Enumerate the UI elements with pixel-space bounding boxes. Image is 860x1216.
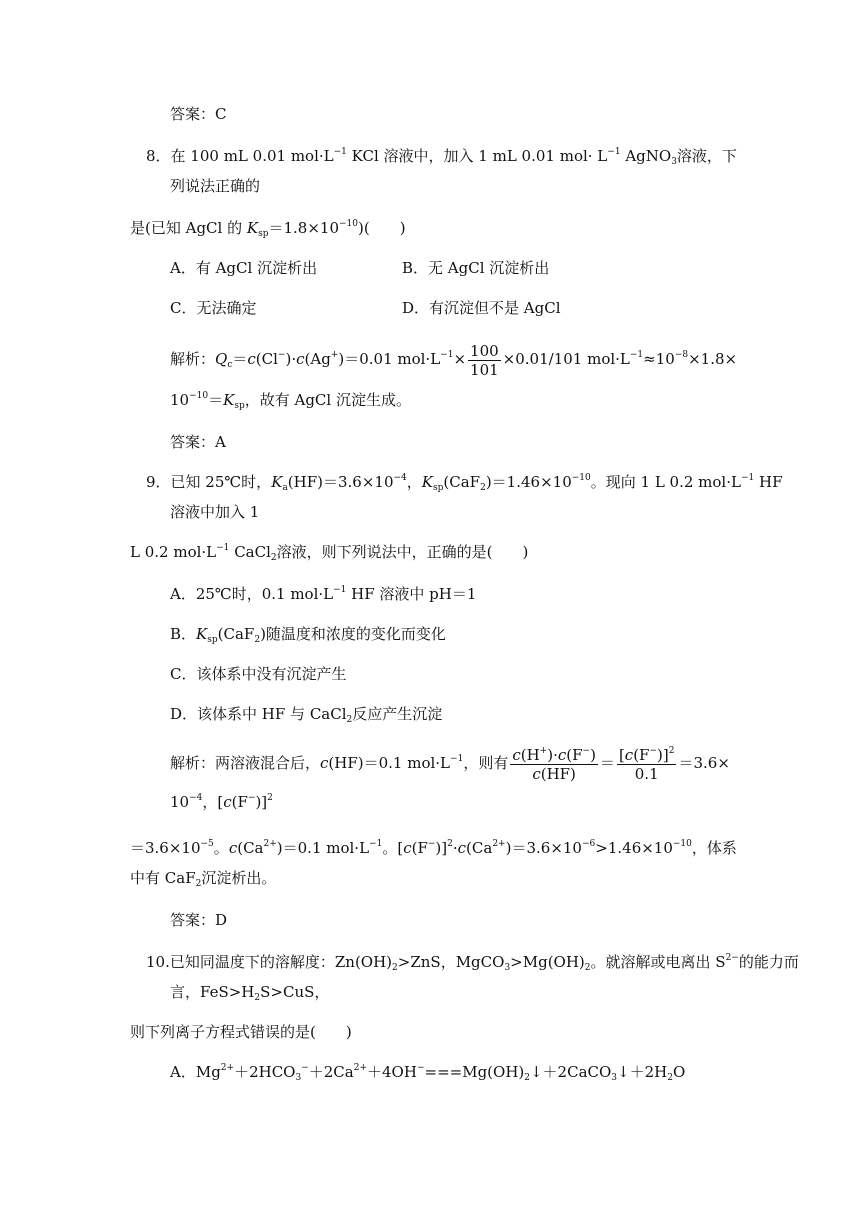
q9-analysis-line1: [170, 740, 730, 786]
sup: 2: [267, 793, 273, 803]
text: ===Mg(OH): [424, 1063, 525, 1081]
sub: 3: [295, 1073, 302, 1083]
text: K: [223, 391, 235, 409]
text: ，则有: [463, 754, 509, 772]
sub: 2: [254, 635, 261, 645]
q9-answer: [170, 910, 227, 930]
text: )( ): [358, 219, 406, 237]
q10-option-a: [170, 1062, 685, 1082]
text: 言，FeS>H: [170, 983, 255, 1001]
text: c: [512, 745, 521, 764]
text: 反应产生沉淀: [352, 705, 443, 723]
q9-option-a: [170, 584, 476, 604]
sup: −8: [674, 350, 689, 360]
sup: 2: [447, 839, 453, 849]
text: c: [532, 764, 541, 783]
text: A．25℃时，0.1 mol·L: [170, 585, 334, 603]
q9-stem-line3: [130, 542, 528, 562]
q8-option-c: [170, 298, 256, 318]
q9-option-c: [170, 664, 346, 684]
text: >Mg(OH): [510, 953, 585, 971]
text: 10.已知同温度下的溶解度：Zn(OH): [146, 953, 393, 971]
text: ↓＋2CaCO: [529, 1063, 612, 1081]
text: ＋4OH: [367, 1063, 417, 1081]
text: ＝3.6×10: [130, 839, 201, 857]
q10-stem-line1: [146, 952, 799, 972]
sup: −4: [393, 473, 407, 483]
sup: 2+: [353, 1063, 368, 1073]
text: [: [618, 745, 625, 764]
text: K: [246, 219, 259, 237]
text: A．Mg: [170, 1063, 221, 1081]
sub: 2: [392, 963, 398, 973]
text: )]: [657, 745, 669, 764]
text: Q: [215, 350, 228, 368]
text: ↓＋2H: [617, 1063, 668, 1081]
text: 沉淀析出。: [201, 869, 277, 887]
q9-stem-line2: [170, 502, 259, 522]
text: (CaF: [443, 473, 481, 491]
text: ，故有 AgCl 沉淀生成。: [244, 391, 411, 409]
sup: −: [416, 1063, 425, 1073]
fraction-f-squared: [617, 746, 677, 783]
text: )＝1.46×10: [485, 473, 572, 491]
sup: −: [427, 839, 436, 849]
sup: −1: [440, 350, 454, 360]
sup: −1: [216, 543, 230, 553]
text: )＝3.6×10: [505, 839, 582, 857]
sub: 2: [270, 553, 277, 563]
text: C．该体系中没有沉淀产生: [170, 665, 347, 683]
text: HF 溶液中 pH＝1: [346, 585, 477, 603]
text: 10: [170, 391, 190, 409]
sub: c: [227, 360, 233, 370]
q8-stem-line3: [130, 218, 406, 238]
sup: −1: [607, 147, 621, 157]
sub: 2: [667, 1073, 673, 1083]
sup: −10: [571, 473, 591, 483]
sup: −1: [333, 585, 347, 595]
text: (CaF: [217, 625, 255, 643]
text: )·: [547, 745, 558, 764]
sup: −4: [189, 793, 203, 803]
text: 是(已知 AgCl 的: [130, 219, 247, 237]
denominator: 0.1: [634, 764, 659, 783]
sub: 2: [480, 483, 486, 493]
text: ×: [453, 350, 467, 368]
sub: 2: [584, 963, 591, 973]
q8-option-d: [402, 298, 561, 318]
text: >ZnS，MgCO: [397, 953, 505, 971]
text: 。就溶解或电离出 S: [590, 953, 726, 971]
sup: −5: [200, 839, 214, 849]
q8-analysis-line2: [170, 390, 411, 410]
text: c: [624, 745, 634, 764]
q9-option-d: [170, 704, 442, 724]
text: AgNO: [620, 147, 672, 165]
text: ＝1.8×10: [268, 219, 339, 237]
text: ＋2HCO: [234, 1063, 296, 1081]
q8-stem-line2: [170, 176, 260, 196]
text: )＝0.1 mol·L: [276, 839, 370, 857]
text: 解析：: [170, 350, 216, 368]
text: )随温度和浓度的变化而变化: [260, 625, 446, 643]
text: )]: [255, 793, 268, 811]
text: (Ca: [237, 839, 264, 857]
text: ): [590, 745, 596, 764]
text: HF: [754, 473, 783, 491]
text: ，体系: [691, 839, 737, 857]
sup: −1: [450, 754, 464, 764]
text: (F: [231, 793, 248, 811]
q9-analysis-line3: [130, 838, 737, 858]
q8-option-a: [170, 258, 317, 278]
q10-stem-line3: [130, 1022, 352, 1042]
q9-stem-line1: [146, 472, 783, 492]
text: O: [672, 1063, 686, 1081]
text: 答案：D: [170, 911, 228, 929]
text: >1.46×10: [595, 839, 673, 857]
text: (HF)＝3.6×10: [287, 473, 394, 491]
text: 溶液中加入 1: [170, 503, 260, 521]
text: 列说法正确的: [170, 177, 261, 195]
text: K: [271, 473, 283, 491]
text: 中有 CaF: [130, 869, 196, 887]
text: (F: [566, 745, 583, 764]
sup: 2−: [725, 953, 739, 963]
sup: 2+: [263, 839, 277, 849]
sub: sp: [258, 229, 269, 239]
sup: −: [247, 793, 256, 803]
text: K: [196, 625, 208, 643]
text: c: [457, 839, 467, 857]
sub: a: [282, 483, 288, 493]
text: 8．在 100 mL 0.01 mol·L: [146, 147, 334, 165]
q8-option-b: [402, 258, 549, 278]
sup: 2: [668, 745, 675, 756]
sub: 3: [671, 157, 677, 167]
text: 。: [213, 839, 229, 857]
fraction-ka: [510, 746, 598, 783]
text: C．无法确定: [170, 299, 257, 317]
sup: −: [649, 745, 658, 756]
sup: −6: [581, 839, 596, 849]
q9-analysis-line4: [130, 868, 276, 888]
q8-analysis-line1: [170, 336, 737, 382]
text: CaCl: [229, 543, 271, 561]
text: KCl 溶液中，加入 1 mL 0.01 mol· L: [346, 147, 608, 165]
denominator: [510, 765, 598, 783]
text: (F: [411, 839, 428, 857]
text: ＝3.6×: [678, 754, 730, 772]
sup: −: [301, 1063, 309, 1073]
text: 。现向 1 L 0.2 mol·L: [590, 473, 741, 491]
sup: −: [582, 745, 591, 756]
text: (Cl: [255, 350, 278, 368]
text: c: [223, 793, 232, 811]
sup: −10: [672, 839, 692, 849]
sub: 2: [195, 879, 202, 889]
sup: −: [277, 350, 286, 360]
q8-answer: [170, 432, 226, 452]
fraction-100-101: [468, 342, 501, 379]
numerator: [617, 746, 677, 765]
sup: −1: [629, 350, 644, 360]
text: ，[: [202, 793, 224, 811]
text: ＋2Ca: [308, 1063, 354, 1081]
text: (HF)＝0.1 mol·L: [328, 754, 451, 772]
numerator: [510, 746, 598, 765]
text: S>CuS，: [260, 983, 330, 1001]
sup: +: [330, 350, 339, 360]
text: c: [320, 754, 329, 772]
text: D．有沉淀但不是 AgCl: [402, 299, 561, 317]
text: K: [421, 473, 434, 491]
sup: −10: [339, 219, 358, 229]
sub: 3: [611, 1073, 618, 1083]
text: B．: [170, 625, 197, 643]
q8-stem-line1: [146, 146, 737, 166]
text: )]: [435, 839, 448, 857]
text: ＝: [599, 754, 615, 772]
sup: +: [539, 745, 548, 756]
q10-stem-line2: [170, 982, 329, 1002]
text: (H: [520, 745, 540, 764]
q7-answer-text: 答案：C: [170, 105, 227, 123]
text: 。[: [382, 839, 404, 857]
text: (Ag: [304, 350, 331, 368]
denominator: 101: [470, 360, 499, 379]
sup: −1: [740, 473, 755, 483]
numerator: 100: [470, 341, 499, 360]
sup: 2+: [492, 839, 506, 849]
text: )＝0.01 mol·L: [338, 350, 441, 368]
q9-analysis-line2: [170, 792, 273, 812]
text: 则下列离子方程式错误的是( ): [130, 1023, 352, 1041]
q9-option-b: [170, 624, 446, 644]
text: A．有 AgCl 沉淀析出: [170, 259, 318, 277]
text: ×0.01/101 mol·L: [502, 350, 630, 368]
text: 9．已知 25℃时，: [146, 473, 272, 491]
q7-answer: [170, 104, 226, 124]
text: 溶液，则下列说法中，正确的是( ): [276, 543, 529, 561]
sup: 2+: [220, 1063, 235, 1073]
text: 答案：A: [170, 433, 226, 451]
sub: 2: [524, 1073, 530, 1083]
text: ，: [406, 473, 422, 491]
text: 10: [170, 793, 190, 811]
sub: sp: [207, 635, 218, 645]
text: B．无 AgCl 沉淀析出: [402, 259, 550, 277]
text: c: [403, 839, 412, 857]
text: ×1.8×: [688, 350, 738, 368]
text: ·: [452, 839, 458, 857]
sup: −1: [333, 147, 347, 157]
sub: sp: [433, 483, 444, 493]
text: c: [296, 350, 305, 368]
text: L 0.2 mol·L: [130, 543, 217, 561]
sub: sp: [234, 401, 245, 411]
sub: 2: [254, 993, 261, 1003]
sup: −10: [189, 391, 209, 401]
sub: 3: [504, 963, 511, 973]
sup: −1: [369, 839, 383, 849]
text: 的能力而: [738, 953, 799, 971]
text: 溶液，下: [676, 147, 737, 165]
text: c: [557, 745, 567, 764]
text: ≈10: [643, 350, 675, 368]
text: (Ca: [466, 839, 493, 857]
text: )·: [285, 350, 297, 368]
text: c: [247, 350, 256, 368]
text: ＝: [232, 350, 248, 368]
text: D．该体系中 HF 与 CaCl: [170, 705, 347, 723]
text: (F: [633, 745, 650, 764]
text: c: [228, 839, 238, 857]
sub: 2: [346, 715, 353, 725]
text: ＝: [208, 391, 224, 409]
text: (HF): [540, 764, 576, 783]
text: 解析：两溶液混合后，: [170, 754, 321, 772]
